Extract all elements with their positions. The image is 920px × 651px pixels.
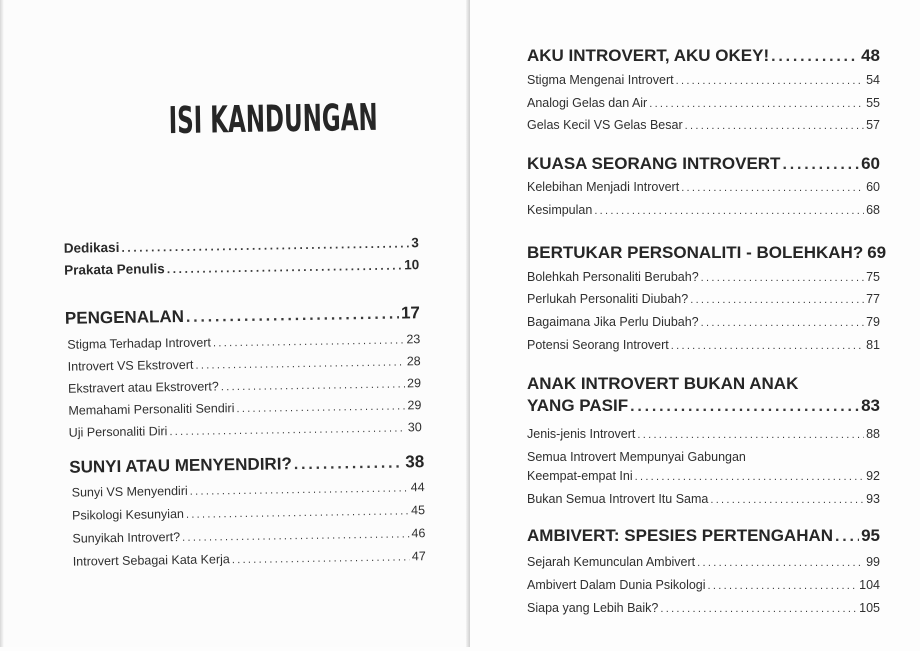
dot-leader (630, 398, 859, 416)
entry-label: Sunyi VS Menyendiri (71, 483, 188, 500)
toc-entry[interactable] (527, 118, 880, 132)
dot-leader (660, 603, 857, 615)
dot-leader (649, 98, 864, 110)
entry-label: Uji Personaliti Diri (68, 424, 168, 440)
toc-entry[interactable] (68, 398, 421, 418)
dot-leader (169, 422, 406, 438)
entry-page-number: 54 (866, 73, 880, 87)
dot-leader (701, 317, 864, 329)
entry-label: Sejarah Kemunculan Ambivert (527, 555, 696, 569)
entry-label: Sunyikah Introvert? (72, 529, 181, 546)
toc-entry[interactable] (527, 469, 880, 483)
entry-label: Introvert VS Ekstrovert (67, 357, 194, 374)
dot-leader (690, 294, 864, 306)
chapter-page-number: 48 (861, 46, 880, 65)
toc-entry[interactable] (72, 480, 425, 500)
entry-label-line-1[interactable]: Semua Introvert Mempunyai Gabungan (527, 450, 746, 464)
toc-entry[interactable] (527, 492, 880, 506)
toc-chapter-ambivert[interactable] (527, 526, 880, 546)
entry-page-number: 47 (411, 549, 426, 564)
entry-page-number: 77 (866, 292, 880, 306)
entry-page-number: 92 (866, 469, 880, 483)
entry-page-number: 99 (866, 555, 880, 569)
entry-page-number: 93 (866, 492, 880, 506)
entry-label: Bagaimana Jika Perlu Diubah? (527, 315, 699, 329)
entry-page-number: 46 (411, 526, 426, 541)
entry-page-number: 75 (866, 270, 880, 284)
chapter-page-number: 60 (861, 154, 880, 173)
chapter-title: SUNYI ATAU MENYENDIRI? (69, 454, 292, 477)
toc-entry[interactable] (527, 96, 880, 110)
entry-label: Bolehkah Personaliti Berubah? (527, 270, 699, 284)
chapter-title: PENGENALAN (64, 306, 185, 328)
entry-page-number: 30 (407, 420, 422, 435)
entry-label: Ambivert Dalam Dunia Psikologi (527, 578, 706, 592)
chapter-page-number: 38 (405, 452, 425, 472)
toc-chapter-bertukar-personaliti[interactable] (527, 243, 887, 263)
dot-leader (710, 494, 864, 506)
entry-label: Introvert Sebagai Kata Kerja (72, 552, 230, 569)
entry-page-number: 104 (859, 578, 880, 592)
entry-page-number: 29 (407, 376, 422, 391)
toc-entry[interactable] (527, 427, 880, 441)
entry-label: Potensi Seorang Introvert (527, 338, 669, 352)
dot-leader (213, 334, 405, 349)
toc-chapter-pengenalan[interactable] (65, 303, 420, 329)
entry-page-number: 88 (866, 427, 880, 441)
dot-leader (186, 505, 409, 521)
toc-chapter-anak-introvert[interactable] (527, 396, 880, 416)
entry-label: Dedikasi (63, 239, 120, 256)
chapter-title: AKU INTROVERT, AKU OKEY! (527, 46, 770, 65)
page-title: ISI KANDUNGAN (168, 95, 378, 143)
entry-label: Jenis-jenis Introvert (527, 427, 636, 441)
entry-page-number: 57 (866, 118, 880, 132)
chapter-title: AMBIVERT: SPESIES PERTENGAHAN (527, 526, 834, 545)
dot-leader (637, 429, 864, 441)
dot-leader (236, 400, 405, 415)
dot-leader (635, 471, 864, 483)
toc-entry[interactable] (68, 354, 421, 374)
chapter-page-number: 69 (867, 243, 887, 262)
dot-leader (167, 258, 403, 276)
toc-entry[interactable] (527, 292, 880, 306)
entry-page-number: 10 (404, 257, 420, 273)
entry-label: Kesimpulan (527, 203, 593, 217)
entry-label: Prakata Penulis (64, 261, 165, 278)
chapter-page-number: 83 (861, 396, 880, 415)
right-page (470, 0, 920, 647)
toc-entry[interactable] (527, 203, 880, 217)
entry-label: Ekstravert atau Ekstrovert? (67, 379, 219, 396)
dot-leader (186, 306, 399, 327)
entry-label: Bukan Semua Introvert Itu Sama (527, 492, 709, 506)
entry-page-number: 3 (411, 235, 419, 251)
entry-page-number: 81 (866, 338, 880, 352)
entry-label-line-2: Keempat-empat Ini (527, 469, 633, 483)
entry-page-number: 55 (866, 96, 880, 110)
toc-entry[interactable] (527, 270, 880, 284)
dot-leader (708, 580, 858, 592)
toc-entry[interactable] (72, 503, 425, 523)
toc-entry-prakata-penulis[interactable] (64, 257, 419, 278)
toc-entry[interactable] (527, 180, 880, 194)
chapter-title: BERTUKAR PERSONALITI - BOLEHKAH? (527, 243, 864, 262)
dot-leader (190, 482, 409, 497)
dot-leader (782, 156, 859, 174)
entry-label: Stigma Mengenai Introvert (527, 73, 674, 87)
chapter-page-number: 95 (861, 526, 880, 545)
entry-label: Gelas Kecil VS Gelas Besar (527, 118, 683, 132)
entry-page-number: 44 (410, 480, 425, 495)
toc-entry[interactable] (527, 555, 880, 569)
toc-entry[interactable] (67, 332, 420, 352)
dot-leader (771, 48, 859, 66)
toc-entry[interactable] (72, 526, 425, 546)
toc-entry[interactable] (68, 376, 421, 396)
dot-leader (697, 557, 864, 569)
dot-leader (685, 120, 864, 132)
toc-entry[interactable] (69, 420, 422, 440)
toc-entry[interactable] (527, 578, 880, 592)
dot-leader (195, 356, 405, 371)
entry-page-number: 28 (406, 354, 421, 369)
toc-entry[interactable] (527, 315, 880, 329)
toc-chapter-kuasa-seorang-introvert[interactable] (527, 154, 880, 174)
entry-label: Kelebihan Menjadi Introvert (527, 180, 680, 194)
entry-page-number: 45 (410, 503, 426, 518)
toc-entry[interactable] (527, 73, 880, 87)
entry-label: Siapa yang Lebih Baik? (527, 601, 659, 615)
entry-page-number: 79 (866, 315, 880, 329)
dot-leader (701, 272, 864, 284)
chapter-title-line-2: YANG PASIF (527, 396, 629, 415)
entry-page-number: 68 (866, 203, 880, 217)
dot-leader (594, 205, 864, 217)
entry-label: Memahami Personaliti Sendiri (68, 401, 235, 418)
entry-page-number: 29 (407, 398, 422, 413)
dot-leader (835, 528, 859, 546)
entry-page-number: 23 (406, 332, 421, 347)
dot-leader (121, 236, 409, 255)
entry-page-number: 60 (866, 180, 880, 194)
entry-label: Stigma Terhadap Introvert (67, 335, 212, 352)
dot-leader (232, 551, 410, 566)
chapter-title-line-1[interactable]: ANAK INTROVERT BUKAN ANAK (527, 374, 799, 393)
dot-leader (681, 182, 864, 194)
chapter-title: KUASA SEORANG INTROVERT (527, 154, 781, 173)
toc-chapter-aku-introvert[interactable] (527, 46, 880, 66)
toc-entry[interactable] (527, 601, 880, 615)
toc-chapter-sunyi-atau-menyendiri[interactable] (69, 452, 424, 478)
toc-entry[interactable] (527, 338, 880, 352)
dot-leader (671, 340, 864, 352)
dot-leader (221, 378, 405, 393)
entry-label: Psikologi Kesunyian (71, 506, 185, 523)
entry-page-number: 105 (859, 601, 880, 615)
chapter-page-number: 17 (400, 303, 421, 323)
toc-entry[interactable] (73, 549, 426, 569)
dot-leader (182, 528, 410, 544)
dot-leader (676, 75, 864, 87)
toc-entry-dedikasi[interactable] (64, 235, 419, 256)
entry-label: Analogi Gelas dan Air (527, 96, 648, 110)
dot-leader (294, 454, 404, 474)
entry-label: Perlukah Personaliti Diubah? (527, 292, 689, 306)
